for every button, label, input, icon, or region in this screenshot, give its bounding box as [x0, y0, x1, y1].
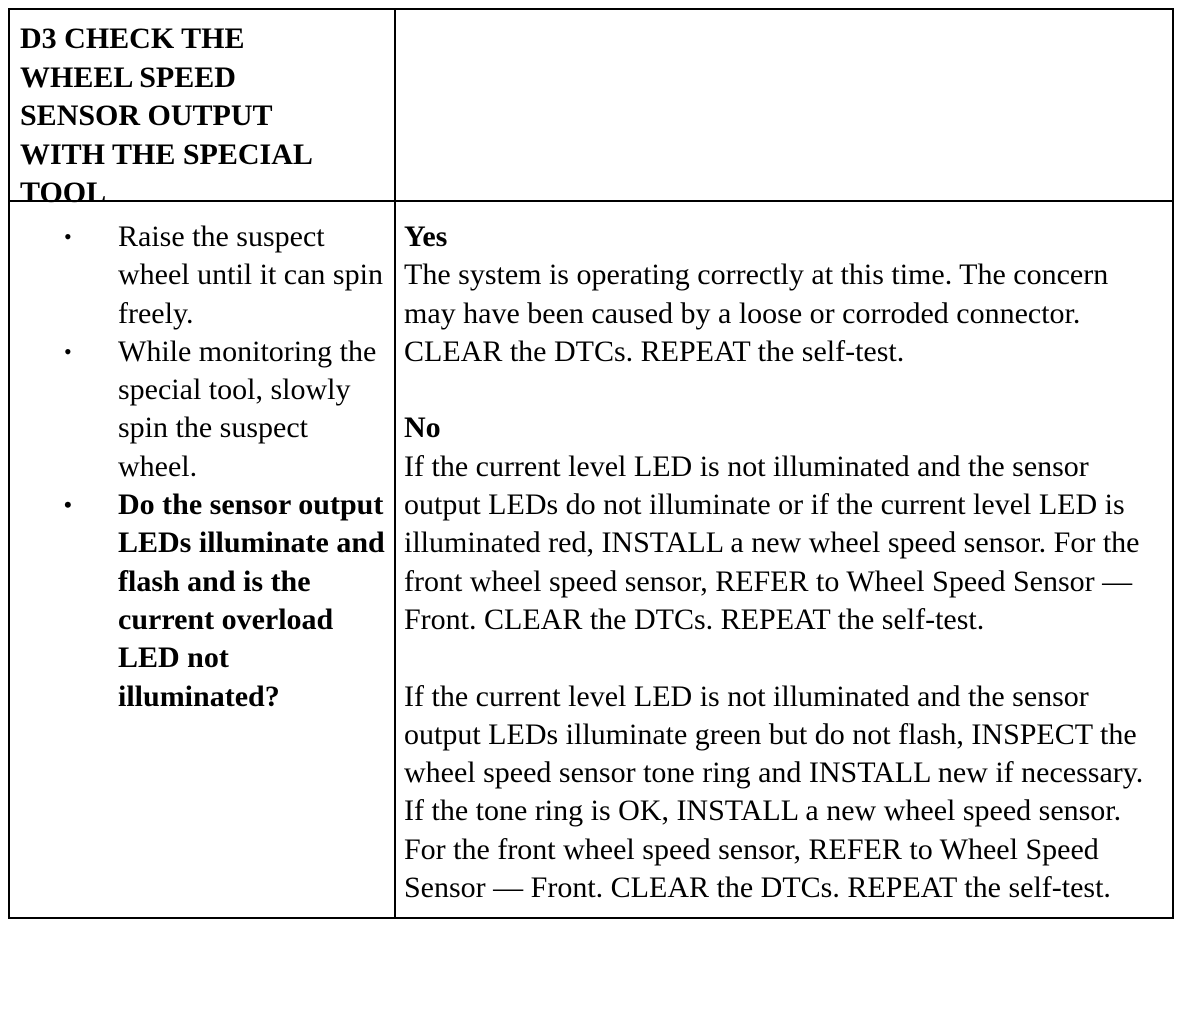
no-label: No [404, 411, 441, 445]
diagnostic-step-table [8, 8, 1174, 919]
no-paragraph-2: If the current level LED is not illuminated and the sensor output LEDs illuminate green but do not flash, INSPECT the wheel speed sensor tone ring and INSTALL new if necessary. If the tone ring is OK, INSTALL a new wheel speed sensor. For the front wheel speed sensor, REFER to Wheel Speed Sensor — Front. CLEAR the DTCs. REPEAT the self-test. [404, 679, 1144, 905]
action-question [10, 486, 388, 716]
actions-cell [9, 201, 395, 918]
step-header-empty-cell [395, 9, 1173, 201]
question-text: Do the sensor output LEDs illuminate and flash and is the current overload LED not illuminated? [118, 488, 385, 713]
bullet-icon: • [64, 492, 72, 518]
yes-label: Yes [404, 220, 448, 253]
step-heading-cell [9, 9, 395, 209]
bullet-icon: • [64, 224, 72, 249]
yes-text: The system is operating correctly at this time. The concern may have been caused by a loose or corroded connector. CLEAR the DTCs. REPEAT the self-test. [404, 258, 1109, 368]
step-header-row [9, 9, 1173, 201]
step-heading: D3 CHECK THE WHEEL SPEED SENSOR OUTPUT WITH THE SPECIAL TOOL [20, 22, 313, 209]
action-text: Raise the suspect wheel until it can spin freely. [118, 220, 383, 330]
no-paragraph-1: If the current level LED is not illuminated and the sensor output LEDs do not illuminate or if the current level LED is illuminated red, INSTALL a new wheel speed sensor. For the front wheel speed sensor, REFER to Wheel Speed Sensor — Front. CLEAR the DTCs. REPEAT the self-test. [404, 449, 1140, 636]
step-body-row [9, 201, 1173, 918]
results [396, 202, 1172, 917]
action-text: While monitoring the special tool, slowly spin the suspect wheel. [118, 334, 377, 483]
actions-list [10, 202, 394, 716]
action-item [10, 218, 388, 333]
results-cell [395, 201, 1173, 918]
bullet-icon: • [64, 338, 72, 364]
action-item [10, 333, 388, 486]
